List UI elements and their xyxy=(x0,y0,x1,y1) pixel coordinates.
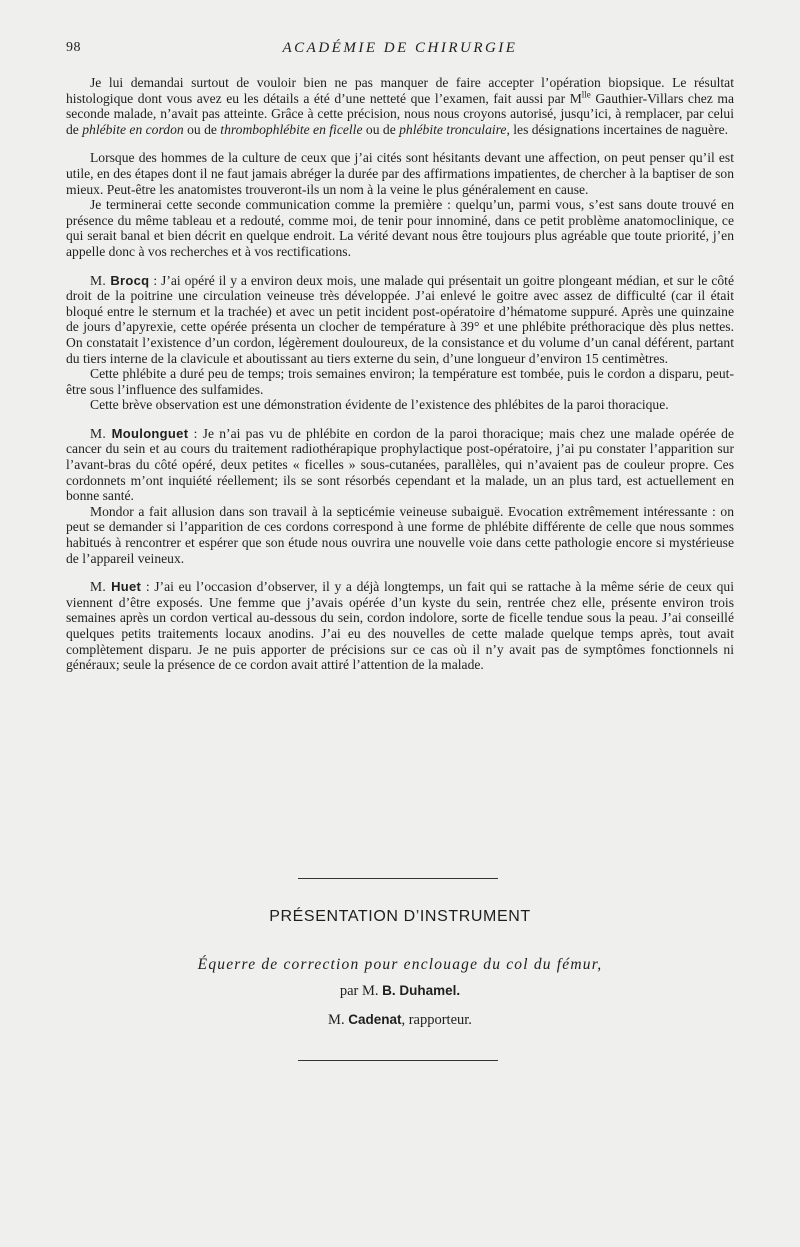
paragraph-1 xyxy=(66,75,734,137)
paragraph-moulonguet xyxy=(66,426,734,504)
byline-prefix: par M. xyxy=(339,983,383,999)
author-name: B. Duhamel. xyxy=(382,983,461,998)
p1-text-2: Gauthier-Villars chez ma seconde malade, n’avait pas atteinte. Grâce à cette précision, nous nous croyons autorisé, jusqu’ici, à remplacer, par celui de xyxy=(66,90,734,137)
divider-bottom xyxy=(298,1060,498,1061)
paragraph-3: Je terminerai cette seconde communication comme la première : quelqu’un, parmi vous, s’est sans doute trouvé en présence du même tableau et a redouté, comme moi, de tenir pour innominé, dans ce petit problème anatomoclinique, ce qui serait banal et bien décrit en quelque endroit. La vérité devant nous être toujours plus agréable que toute priorité, j’en appelle donc à vos recherches et à vos rectifications. xyxy=(66,197,734,259)
p1-term-1: phlébite en cordon xyxy=(82,121,184,137)
paragraph-8: Mondor a fait allusion dans son travail à la septicémie veineuse subaiguë. Evocation extrêmement intéressante : on peut se demander si l’apparition de ces cordons correspond à une forme de phlébite différente de celle que nous sommes habitués à rencontrer et espérer que son étude nous ouvrira une nouvelle voie dans cette pathologie encore si mystérieuse de l’appareil veineux. xyxy=(66,503,734,566)
paragraph-text: : J’ai eu l’occasion d’observer, il y a déjà longtemps, un fait qui se rattache à la même série de ceux qui viennent d’être exposés. Une femme que j’avais opérée d’un kyste du sein, rentrée chez elle, présente environ trois semaines après un cordon vertical au-dessous du sein, cordon indolore, sorte de ficelle tendue sous la peau. J’ai conseillé quelques petits traitements locaux anodins. J’ai eu des nouvelles de cette malade quelque temps après, tout avait complètement disparu. Je ne puis apporter de précisions sur ce cas où il n’y avait pas de symptômes fonctionnels ni généraux; seule la présence de ce cordon avait attiré l’attention de la malade. xyxy=(66,579,734,673)
paragraph-2: Lorsque des hommes de la culture de ceux que j’ai cités sont hésitants devant une affection, on peut penser qu’il est utile, en des étapes dont il ne faut jamais abréger la durée par des affirmations impatientes, de chercher à la baptiser de son mieux. Peut-être les anatomistes trouveront-ils un nom à la veine le plus généralement en cause. xyxy=(66,150,734,197)
divider-top xyxy=(298,878,498,879)
reporter-line xyxy=(0,1012,800,1029)
paragraph-5: Cette phlébite a duré peu de temps; trois semaines environ; la température est tombée, puis le cordon a disparu, peut-être sous l’influence des sulfamides. xyxy=(66,366,734,397)
page-number: 98 xyxy=(66,40,81,55)
paragraph-brocq xyxy=(66,273,734,367)
reporter-name: Cadenat xyxy=(348,1012,402,1027)
speaker-name: Moulonguet xyxy=(111,425,189,441)
p1-text-4: ou de xyxy=(362,121,400,137)
p1-term-3: phlébite tronculaire xyxy=(399,121,507,137)
reporter-suffix: , rapporteur. xyxy=(401,1012,472,1028)
speaker-prefix: M. xyxy=(90,425,112,441)
reporter-prefix: M. xyxy=(328,1012,349,1028)
body-text xyxy=(66,75,734,673)
byline xyxy=(0,983,800,1000)
paragraph-huet xyxy=(66,579,734,673)
p1-text-5: , les désignations incertaines de naguère. xyxy=(506,121,729,137)
paragraph-6: Cette brève observation est une démonstration évidente de l’existence des phlébites de la paroi thoracique. xyxy=(90,397,669,413)
p1-text-1: Je lui demandai surtout de vouloir bien ne pas manquer de faire accepter l’opération biopsique. Le résultat histologique dont vous avez eu les détails a été d’une netteté que l’examen, fait aussi par M xyxy=(66,75,734,106)
speaker-prefix: M. xyxy=(90,579,112,595)
speaker-name: Huet xyxy=(111,579,142,595)
page-header xyxy=(66,40,734,62)
paragraph-text: : J’ai opéré il y a environ deux mois, une malade qui présentait un goitre plongeant médian, et sur le côté droit de la poitrine une circulation veineuse très développée. J’ai enlevé le goitre avec assez de difficulté (car il était bloqué entre le sternum et la trachée) et avec un petit incident post-opératoire d’hématome suppuré. Après une quinzaine de jours d’apyrexie, cette opérée présenta un clocher de température à 39° et une phlébite préthoracique dès plus nettes. On constatait l’existence d’un cordon, légèrement douloureux, de la consistance et du volume d’un canal déférent, partant du tiers interne de la clavicule et aboutissant au tiers externe du sein, d’une longueur d’environ 15 centimètres. xyxy=(66,272,734,366)
paragraph-text: : Je n’ai pas vu de phlébite en cordon de la paroi thoracique; mais chez une malade opérée de cancer du sein et au cours du traitement radiothérapique prophylactique post-opératoire, j’ai pu constater l’apparition sur l’avant-bras du côté opéré, deux petites « ficelles » sous-cutanées, parallèles, qui n’avaient pas de couleur propre. Ces cordonnets m’ont inquiété réellement; ils se sont résorbés cependant et la malade, un an plus tard, est actuellement en bonne santé. xyxy=(66,425,734,504)
speaker-name: Brocq xyxy=(110,272,150,288)
p1-text-3: ou de xyxy=(183,121,221,137)
speaker-prefix: M. xyxy=(90,272,111,288)
p1-superscript: lle xyxy=(581,89,591,100)
section-title: PRÉSENTATION D’INSTRUMENT xyxy=(269,908,531,925)
p1-term-2: thrombophlébite en ficelle xyxy=(220,121,363,137)
running-title: ACADÉMIE DE CHIRURGIE xyxy=(282,40,518,56)
section-subtitle: Équerre de correction pour enclouage du col du fémur, xyxy=(197,956,603,973)
